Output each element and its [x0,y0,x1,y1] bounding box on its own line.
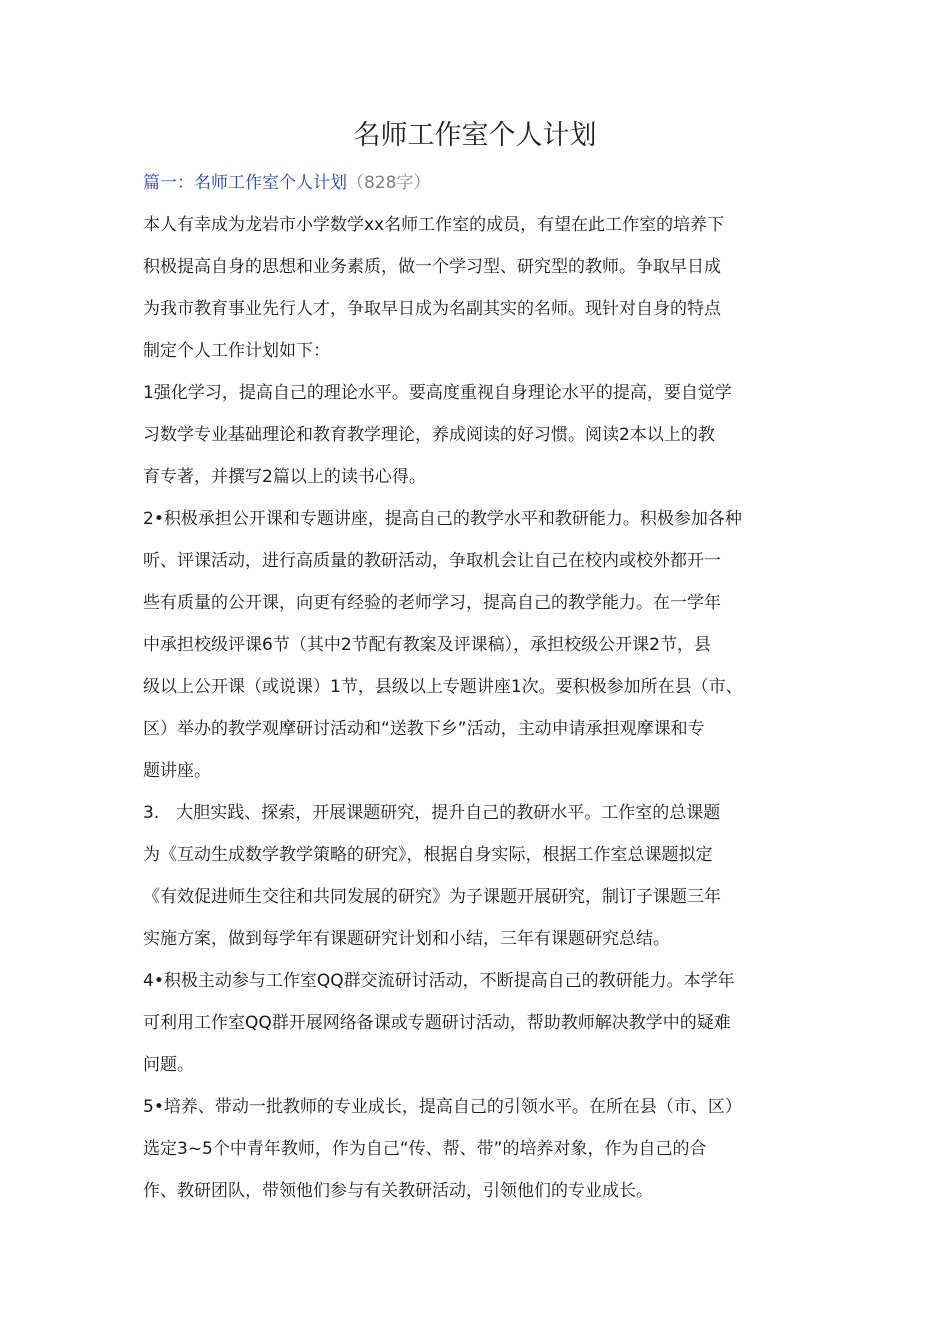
section-heading-link[interactable]: 篇一：名师工作室个人计划 [143,173,347,193]
paragraph-line: 实施方案，做到每学年有课题研究计划和小结，三年有课题研究总结。 [143,929,670,949]
paragraph-line: 区）举办的教学观摩研讨活动和“送教下乡”活动，主动申请承担观摩课和专 [143,719,705,739]
paragraph-line: 制定个人工作计划如下： [143,341,330,361]
paragraph-line: 可利用工作室QQ群开展网络备课或专题研讨活动，帮助教师解决教学中的疑难 [143,1013,731,1033]
paragraph-line: 5•培养、带动一批教师的专业成长，提高自己的引领水平。在所在县（市、区） [143,1097,742,1117]
paragraph-line: 4•积极主动参与工作室QQ群交流研讨活动，不断提高自己的教研能力。本学年 [143,971,735,991]
paragraph-line: 本人有幸成为龙岩市小学数学xx名师工作室的成员，有望在此工作室的培养下 [143,215,725,235]
paragraph-line: 3. 大胆实践、探索，开展课题研究，提升自己的教研水平。工作室的总课题 [143,803,721,823]
paragraph-line: 育专著，并撰写2篇以上的读书心得。 [143,467,426,487]
paragraph-line: 选定3~5个中青年教师，作为自己“传、帮、带”的培养对象，作为自己的合 [143,1139,707,1159]
paragraph-line: 级以上公开课（或说课）1节，县级以上专题讲座1次。要积极参加所在县（市、 [143,677,743,697]
paragraph-line: 积极提高自身的思想和业务素质，做一个学习型、研究型的教师。争取早日成 [143,257,721,277]
paragraph-line: 《有效促进师生交往和共同发展的研究》为子课题开展研究，制订子课题三年 [143,887,721,907]
paragraph-line: 习数学专业基础理论和教育教学理论，养成阅读的好习惯。阅读2本以上的教 [143,425,715,445]
paragraph-line: 为《互动生成数学教学策略的研究》，根据自身实际，根据工作室总课题拟定 [143,845,713,865]
paragraph-line: 中承担校级评课6节（其中2节配有教案及评课稿），承担校级公开课2节，县 [143,635,711,655]
page-title: 名师工作室个人计划 [353,120,597,151]
paragraph-line: 作、教研团队，带领他们参与有关教研活动，引领他们的专业成长。 [143,1181,653,1201]
paragraph-line: 些有质量的公开课，向更有经验的老师学习，提高自己的教学能力。在一学年 [143,593,721,613]
paragraph-line: 问题。 [143,1055,194,1075]
paragraph-line: 2•积极承担公开课和专题讲座，提高自己的教学水平和教研能力。积极参加各种 [143,509,742,529]
section-heading [143,168,430,198]
paragraph-line: 1强化学习，提高自己的理论水平。要高度重视自身理论水平的提高，要自觉学 [143,383,732,403]
word-count: （828字） [347,173,431,193]
paragraph-line: 听、评课活动，进行高质量的教研活动，争取机会让自己在校内或校外都开一 [143,551,721,571]
paragraph-line: 题讲座。 [143,761,211,781]
paragraph-line: 为我市教育事业先行人才，争取早日成为名副其实的名师。现针对自身的特点 [143,299,721,319]
